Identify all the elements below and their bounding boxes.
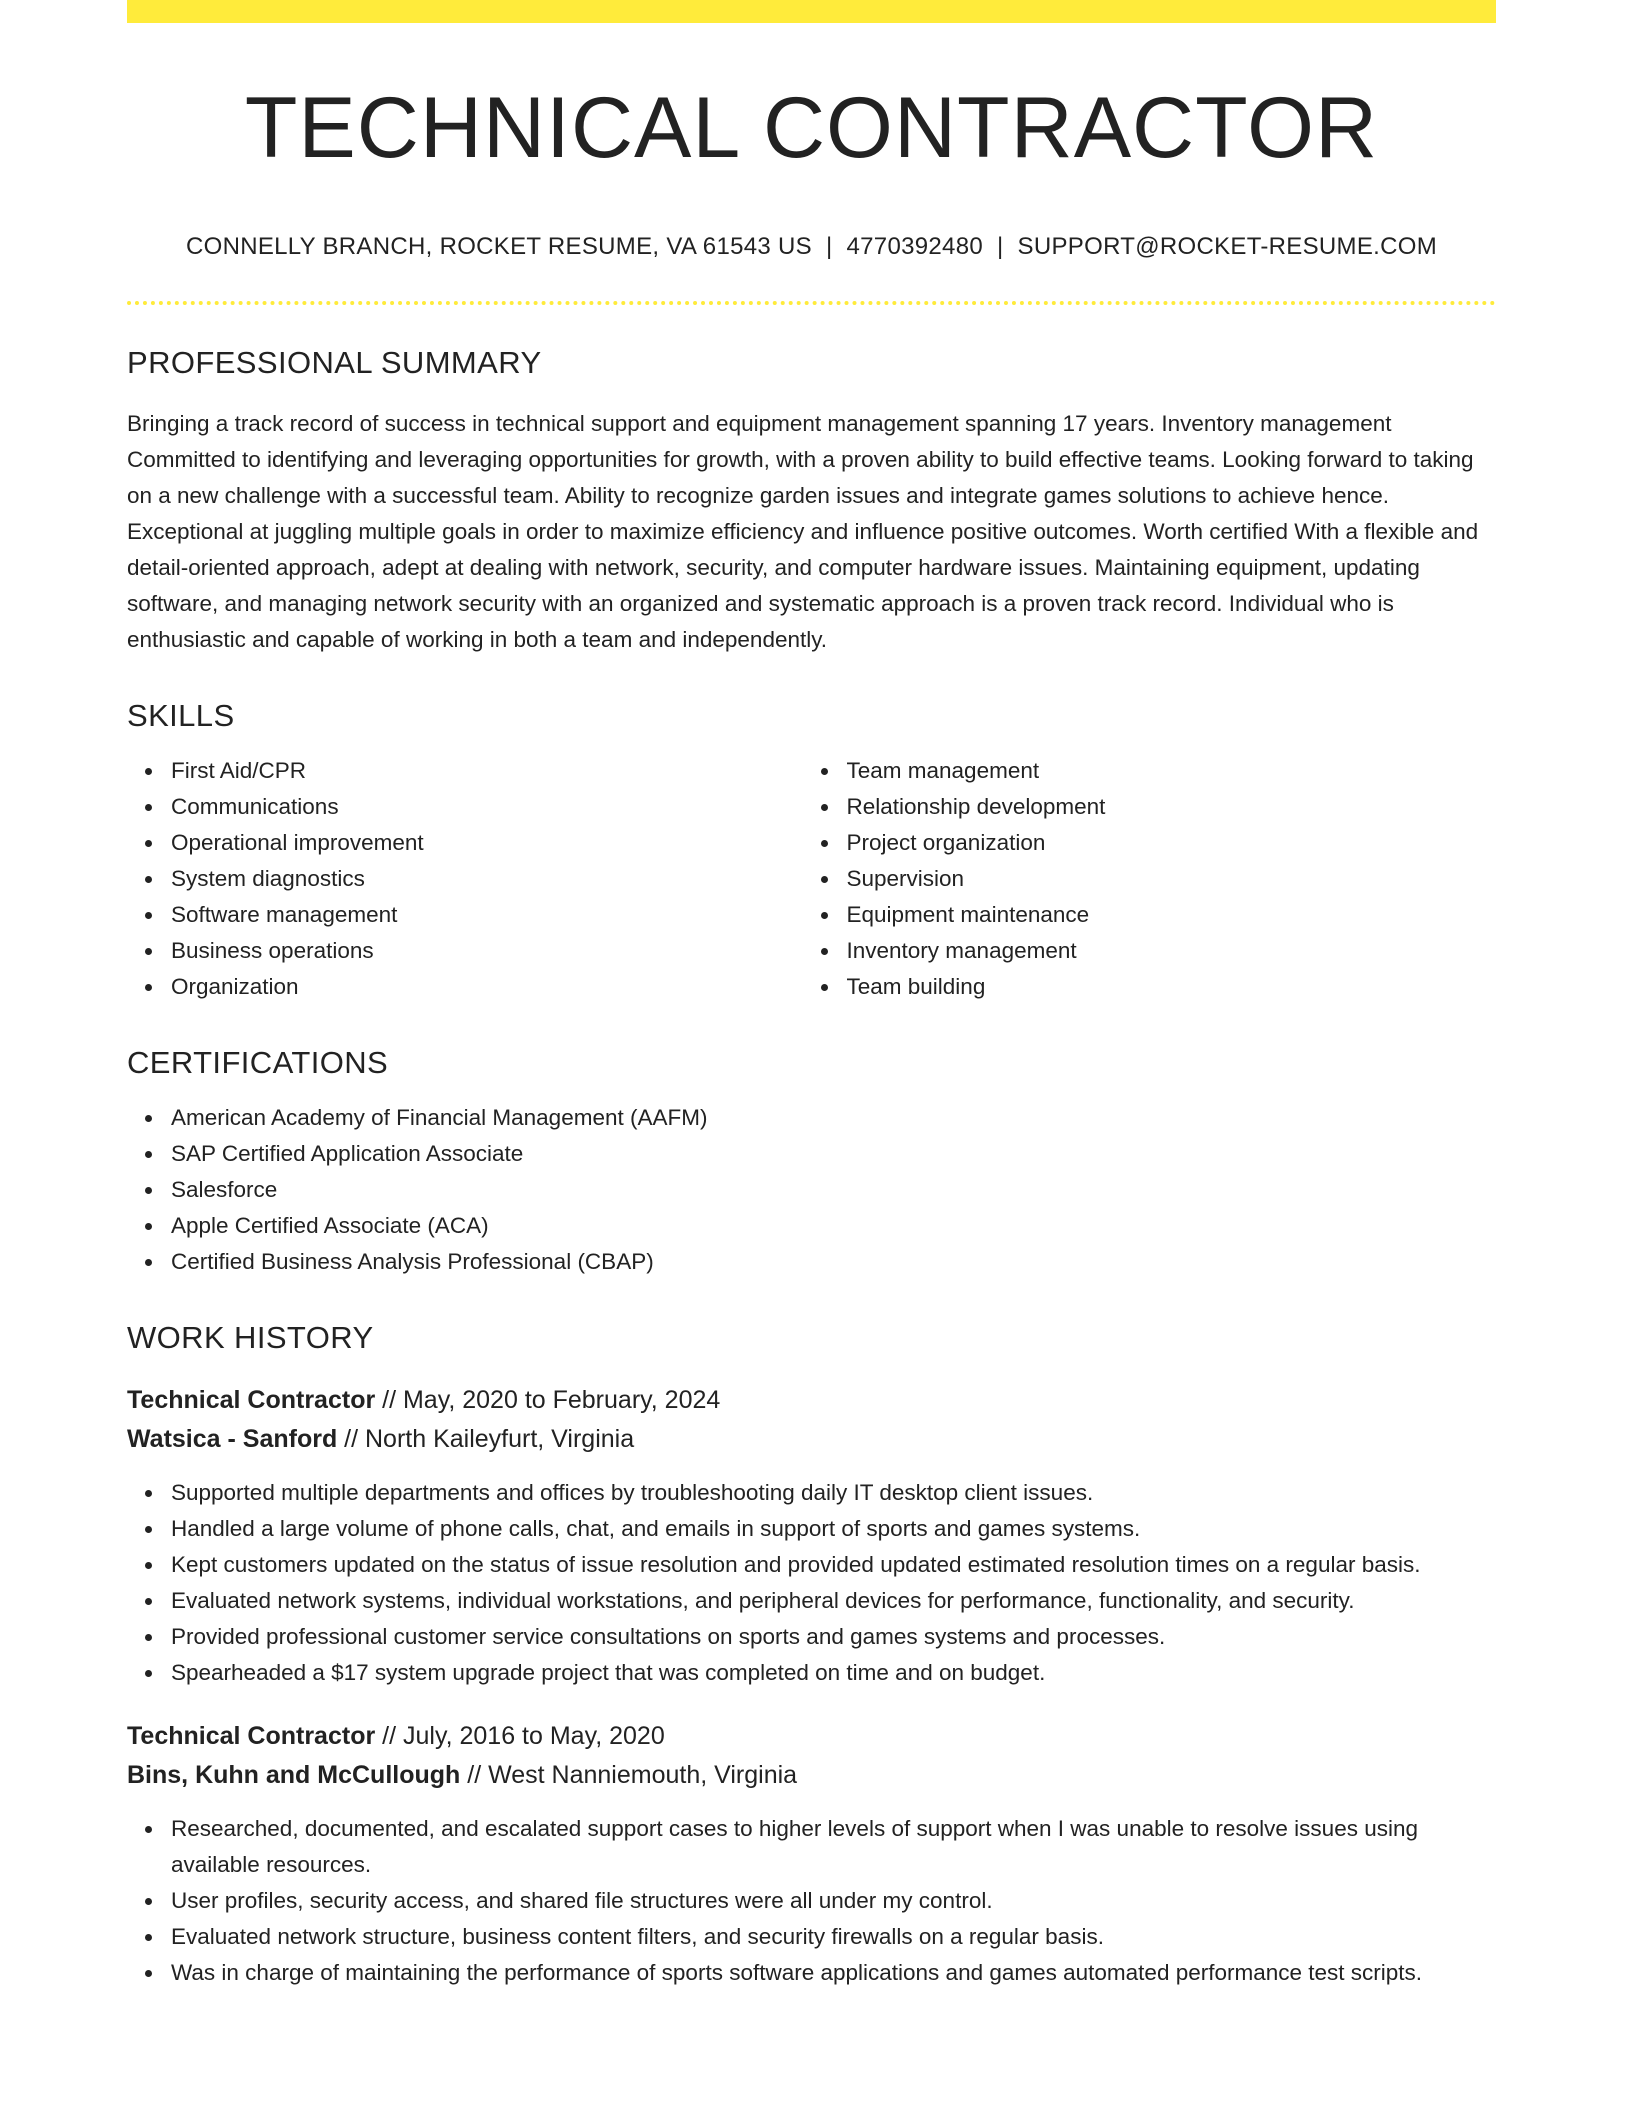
certification-item: American Academy of Financial Management (AAFM) [127, 1100, 1496, 1136]
contact-separator: | [997, 233, 1004, 260]
skill-item: Business operations [127, 933, 812, 969]
job-company-line [127, 1420, 1496, 1459]
job-duty-item: Spearheaded a $17 system upgrade project that was completed on time and on budget. [127, 1655, 1496, 1691]
job-entry [127, 1717, 1496, 1991]
job-title: Technical Contractor [127, 1386, 376, 1414]
job-company: Watsica - Sanford [127, 1425, 338, 1453]
job-duty-item: Evaluated network systems, individual workstations, and peripheral devices for performance, functionality, and security. [127, 1583, 1496, 1619]
skill-item: Team management [803, 753, 1488, 789]
job-duty-item: Researched, documented, and escalated support cases to higher levels of support when I was unable to resolve issues using available resources. [127, 1811, 1496, 1883]
job-duty-item: Supported multiple departments and offices by troubleshooting daily IT desktop client issues. [127, 1475, 1496, 1511]
job-dates: // May, 2020 to February, 2024 [375, 1386, 721, 1414]
job-duties-list [127, 1475, 1496, 1691]
dotted-divider [127, 301, 1496, 305]
job-title-line [127, 1381, 1496, 1420]
certification-item: Apple Certified Associate (ACA) [127, 1208, 1496, 1244]
skills-list-left [127, 753, 812, 1005]
section-heading-skills: SKILLS [127, 698, 235, 733]
certifications-list [127, 1100, 1496, 1280]
certification-item: SAP Certified Application Associate [127, 1136, 1496, 1172]
skill-item: Software management [127, 897, 812, 933]
job-company-line [127, 1756, 1496, 1795]
resume-title: TECHNICAL CONTRACTOR [244, 80, 1379, 176]
skill-item: Organization [127, 969, 812, 1005]
contact-line [127, 233, 1496, 261]
skill-item: Supervision [803, 861, 1488, 897]
job-title-line [127, 1717, 1496, 1756]
job-duty-item: Was in charge of maintaining the performance of sports software applications and games automated performance test scripts. [127, 1955, 1496, 1991]
job-duty-item: Provided professional customer service consultations on sports and games systems and processes. [127, 1619, 1496, 1655]
job-duties-list [127, 1811, 1496, 1991]
section-heading-certifications: CERTIFICATIONS [127, 1045, 389, 1080]
contact-separator: | [825, 233, 833, 260]
skill-item: Operational improvement [127, 825, 812, 861]
job-duty-item: Evaluated network structure, business content filters, and security firewalls on a regular basis. [127, 1919, 1496, 1955]
skill-item: Team building [803, 969, 1488, 1005]
job-location: // West Nanniemouth, Virginia [460, 1761, 798, 1789]
certification-item: Certified Business Analysis Professional (CBAP) [127, 1244, 1496, 1280]
skills-list-right [803, 753, 1488, 1005]
resume-page [127, 0, 1496, 1991]
job-dates: // July, 2016 to May, 2020 [375, 1722, 665, 1750]
contact-address: CONNELLY BRANCH, ROCKET RESUME, VA 61543 US [185, 233, 812, 260]
skills-columns [127, 753, 1496, 1005]
job-duty-item: Handled a large volume of phone calls, chat, and emails in support of sports and games systems. [127, 1511, 1496, 1547]
job-entry [127, 1381, 1496, 1691]
skill-item: Equipment maintenance [803, 897, 1488, 933]
section-heading-work-history: WORK HISTORY [127, 1320, 374, 1355]
job-duty-item: User profiles, security access, and shared file structures were all under my control. [127, 1883, 1496, 1919]
section-heading-summary: PROFESSIONAL SUMMARY [127, 345, 542, 380]
summary-text: Bringing a track record of success in technical support and equipment management spanning 17 years. Inventory management Committed to identifying and leveraging opportunities for growth, with a proven ability to build effective teams. Looking forward to taking on a new challenge with a successful team. Ability to recognize garden issues and integrate games solutions to achieve hence. Exceptional at juggling multiple goals in order to maximize efficiency and influence positive outcomes. Worth certified With a flexible and detail-oriented approach, adept at dealing with network, security, and computer hardware issues. Maintaining equipment, updating software, and managing network security with an organized and systematic approach is a proven track record. Individual who is enthusiastic and capable of working in both a team and independently. [127, 411, 1479, 652]
contact-email[interactable]: SUPPORT@ROCKET-RESUME.COM [1017, 233, 1438, 260]
skill-item: First Aid/CPR [127, 753, 812, 789]
job-duty-item: Kept customers updated on the status of issue resolution and provided updated estimated resolution times on a regular basis. [127, 1547, 1496, 1583]
skill-item: Communications [127, 789, 812, 825]
accent-top-bar [127, 0, 1496, 23]
skill-item: System diagnostics [127, 861, 812, 897]
certification-item: Salesforce [127, 1172, 1496, 1208]
job-title: Technical Contractor [127, 1722, 376, 1750]
skill-item: Inventory management [803, 933, 1488, 969]
contact-phone[interactable]: 4770392480 [846, 233, 983, 260]
job-company: Bins, Kuhn and McCullough [127, 1761, 461, 1789]
skill-item: Relationship development [803, 789, 1488, 825]
skill-item: Project organization [803, 825, 1488, 861]
job-location: // North Kaileyfurt, Virginia [337, 1425, 635, 1453]
